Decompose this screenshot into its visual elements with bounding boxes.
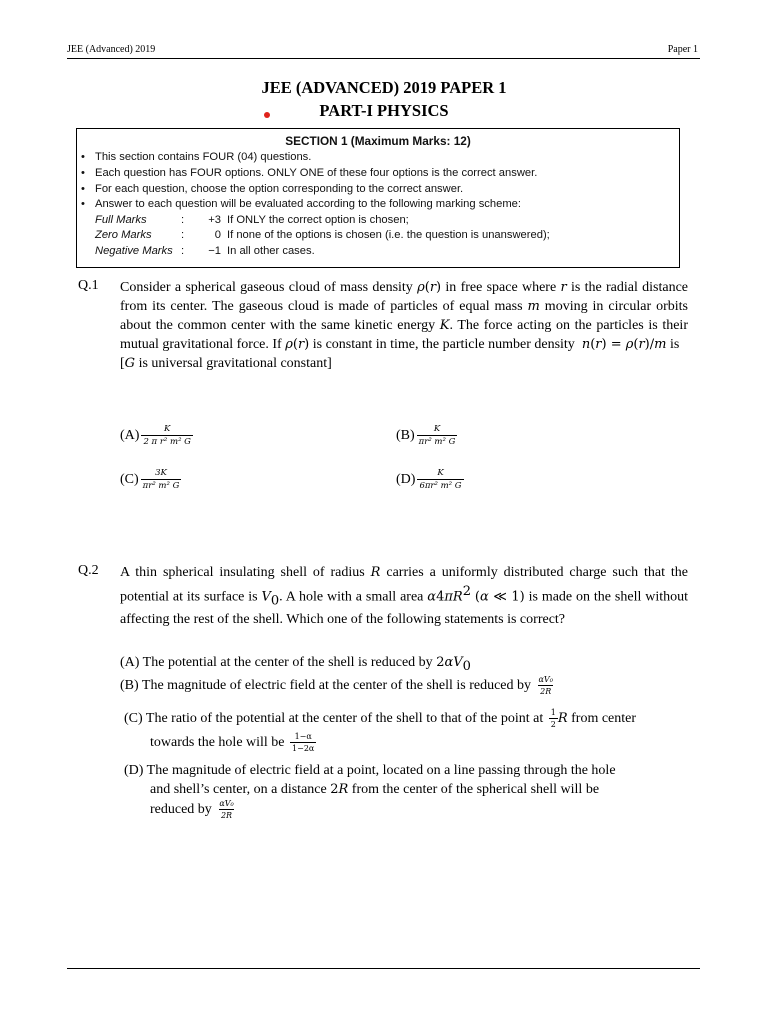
- instruction-list: [77, 150, 679, 213]
- footer-rule: [67, 968, 700, 969]
- q2-option-a: (A) The potential at the center of the shell is reduced by $2\alpha V_0$: [120, 655, 471, 674]
- q2-option-c: (C) The ratio of the potential at the center of the shell to that of the point at $\frac{1}{2}$ R from center: [124, 708, 637, 729]
- scheme-row: Full Marks : +3 If ONLY the correct option is chosen;: [95, 214, 409, 227]
- question-number: Q.1: [78, 278, 99, 293]
- page-title: JEE (ADVANCED) 2019 PAPER 1: [261, 78, 507, 97]
- header-rule: [67, 58, 700, 59]
- q2-option-d-continued: reduced by $\frac{\text{αV₀}}{2R}$: [150, 799, 234, 820]
- instruction-item: • Each question has FOUR options. ONLY ONE of these four options is the correct answer.: [81, 166, 538, 179]
- scheme-row: Zero Marks : 0 If none of the options is chosen (i.e. the question is unanswered);: [95, 229, 550, 242]
- q2-option-b: (B) The magnitude of electric field at the center of the shell is reduced by $\frac{\text{αV₀}}{2R}$: [120, 675, 553, 696]
- question-number: Q.2: [78, 563, 99, 578]
- part-title: PART-I PHYSICS: [319, 101, 449, 120]
- question-2-text: A thin spherical insulating shell of radius R carries a uniformly distributed charge such that the potential at its surface is $V_0$. A hole with a small area $\alpha 4\pi R^2$ (α ≪ 1) is made on the shell without affecting the rest of the shell. Which one of the following statements is correct?: [120, 565, 689, 628]
- q2-option-d: (D) The magnitude of electric field at a point, located on a line passing through the hole and shell’s center, on a distance 2R from the center of the spherical shell will be: [124, 763, 616, 797]
- instruction-item: • For each question, choose the option corresponding to the correct answer.: [81, 182, 464, 195]
- question-1-text: Consider a spherical gaseous cloud of mass density ρ(r) in free space where r is the radial distance from its center. The gaseous cloud is made of particles of equal mass m moving in circular orbits about the common center with the same kinetic energy K. The force acting on the particles is their mutual gravitational force. If ρ(r) is constant in time, the particle number density n(r) = ρ(r)/m is [G is universal gravitational constant]: [120, 280, 688, 371]
- section-instructions-box: [76, 128, 680, 268]
- q2-option-c-continued: towards the hole will be $\frac{1-\alpha}{1-2\alpha}$: [150, 732, 315, 753]
- marking-scheme: [77, 213, 679, 259]
- instruction-item: • Answer to each question will be evaluated according to the following marking scheme:: [81, 198, 521, 211]
- instruction-item: • This section contains FOUR (04) questions.: [81, 151, 312, 163]
- section-title: SECTION 1 (Maximum Marks: 12): [285, 134, 471, 148]
- header-paper-number: Paper 1: [667, 44, 698, 55]
- option-a: (A) $\frac{K}{\text{2 π r² m² G}}$: [120, 424, 191, 447]
- option-c: (C) $\frac{3K}{\text{πr² m² G}}$: [120, 468, 180, 491]
- scheme-row: Negative Marks : −1 In all other cases.: [95, 244, 315, 257]
- option-b: (B) $\frac{K}{\text{πr² m² G}}$: [396, 424, 456, 447]
- header-exam-name: JEE (Advanced) 2019: [67, 44, 156, 55]
- option-d: (D) $\frac{K}{\text{6πr² m² G}}$: [396, 468, 462, 491]
